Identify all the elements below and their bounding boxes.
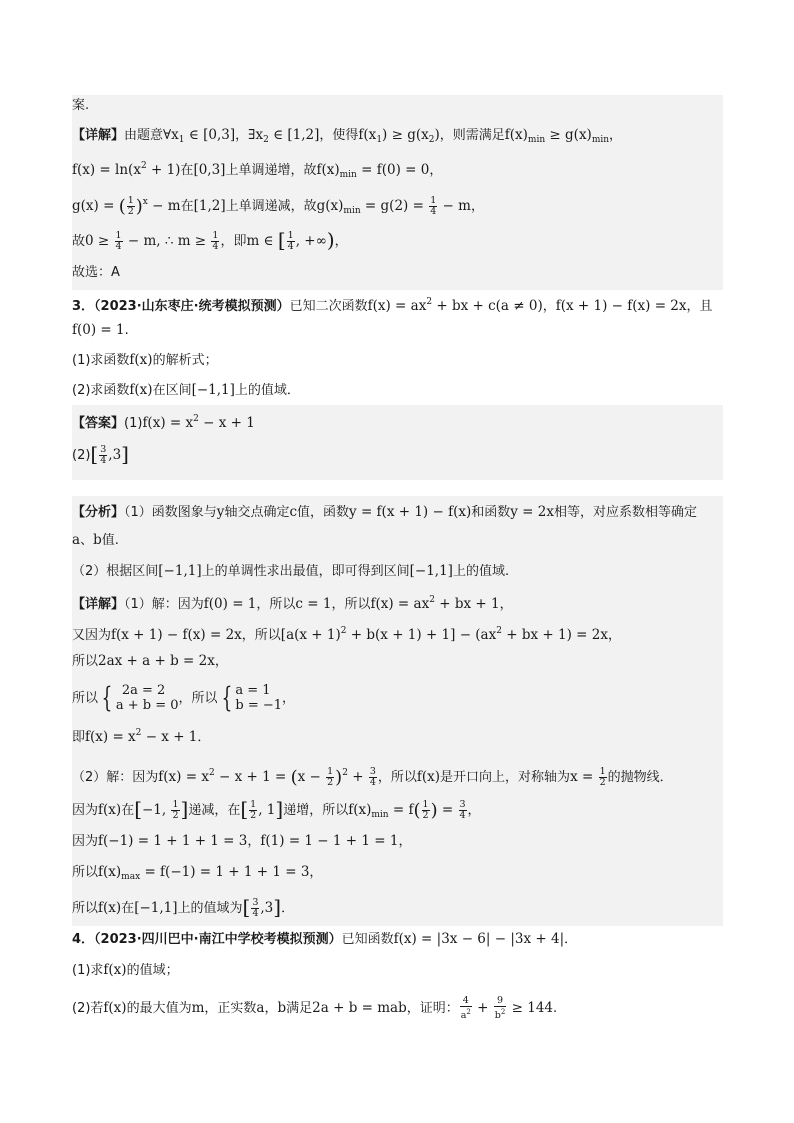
math-answer2: [ $\frac{3}{4}$ ,3]: [90, 442, 129, 466]
math-conc: 0 ≥ $\frac{1}{4}$ − m, ∴ m ≥ $\frac{1}{4}$: [85, 230, 219, 252]
text: ，所以: [241, 628, 281, 643]
math-expand: $[a(x + 1)^2 + b(x + 1) + 1] - (ax^2$ + bx + 1) = 2x: [280, 626, 608, 643]
text: 递减，在: [188, 803, 241, 818]
q3-detail3: [72, 651, 228, 672]
choose-text: 故选：A: [72, 265, 120, 280]
equation-row: a + b = 0: [115, 698, 179, 713]
math-min: $f(x)_{min} \ge g(x)_{min}$: [504, 127, 610, 145]
text: ．: [564, 932, 578, 947]
math-quad: $f(x) = ax^2$ + bx + c(a ≠ 0): [367, 297, 543, 314]
math-var: a: [72, 532, 81, 548]
q3-header-line: [72, 292, 713, 317]
text: ，: [214, 654, 228, 669]
text: 即: [72, 730, 86, 745]
text: ，使得: [319, 128, 359, 143]
text: (1)求函数: [72, 353, 130, 368]
text: 相等，对应系数相等确定: [553, 505, 697, 520]
math-var: m: [191, 1000, 205, 1016]
equation-row: b = −1: [235, 698, 283, 713]
math-expr: f(−1) = 1 + 1 + 1 = 3: [98, 833, 248, 849]
math-var: y: [216, 504, 225, 520]
q3-analysis2: [72, 561, 509, 582]
math-fmin: $f(x)_{min} = f$( $\frac{1}{2}$ ) = $\frac{3}{4}$: [348, 799, 466, 821]
math-expr: y = f(x + 1) − f(x): [349, 504, 472, 520]
text: 上单调递减，故: [225, 199, 317, 214]
q4-part1: [72, 960, 179, 981]
text: 因为: [72, 834, 99, 849]
math-interval-dec: [−1, $\frac{1}{2}$ ]: [134, 797, 189, 821]
math-interval: [0,3]: [193, 162, 226, 178]
text: 在: [121, 803, 135, 818]
text: 满足: [286, 1001, 313, 1016]
math-ineq: $f(x_1) \ge g(x_2)$: [358, 127, 440, 145]
detail-tag: 【详解】: [72, 128, 125, 143]
equation-row: 2a = 2: [121, 683, 166, 698]
math-vertex-form: $f(x) = x^2 - x + 1 = (x$ − $\frac{1}{2}$ )$^2$ + $\frac{3}{4}$: [158, 766, 376, 788]
text: 的解析式；: [152, 353, 218, 368]
text: 的最大值为: [126, 1001, 192, 1016]
math-abs: f(x) = |3x − 6| − |3x + 4|: [393, 931, 565, 947]
math-fx: f(x): [103, 962, 127, 978]
text: ，: [607, 628, 621, 643]
text: 是开口向上，对称轴为: [440, 770, 571, 785]
text: 在: [180, 163, 194, 178]
text: 因为: [72, 803, 99, 818]
q3-part2: [72, 380, 300, 401]
text: 在区间: [152, 383, 192, 398]
q3-e5: [72, 897, 294, 919]
q2-detail-line: [72, 125, 622, 150]
q3-answer1: [72, 409, 255, 434]
math-expr: 2a + b = mab: [312, 1000, 407, 1016]
text: 上单调递增，故: [225, 163, 317, 178]
text: 、: [80, 533, 94, 548]
text: （2）根据区间: [72, 564, 159, 579]
text: ，: [398, 834, 412, 849]
q2-g-line: [72, 192, 484, 221]
math-fx: f(x): [98, 802, 122, 818]
text: 在: [180, 199, 194, 214]
question-number: 4．: [72, 932, 95, 947]
math-result: $f(x) = x^2 - x + 1$: [85, 728, 198, 745]
text: 值，函数: [297, 505, 350, 520]
math-inequality: $\frac{4}{a^2}$ + $\frac{9}{b^2}$ ≥ 144: [460, 995, 554, 1021]
q3-detail5: [72, 723, 210, 748]
question-source: （2023·山东枣庄·统考模拟预测）: [94, 299, 290, 314]
math-answer1: $f(x) = x^2 - x + 1$: [142, 414, 255, 431]
text: ，: [609, 128, 623, 143]
text: ，: [247, 834, 261, 849]
text: 的抛物线．: [607, 770, 673, 785]
q2-f-line: [72, 156, 442, 185]
math-exists: $\exists x_2$ ∈ [1,2]: [248, 127, 320, 145]
math-fx: f(x): [416, 769, 441, 785]
text: 所以: [72, 901, 99, 916]
q2-tail-line: [72, 96, 89, 116]
text: ，正实数: [204, 1001, 257, 1016]
math-diff: f(x + 1) − f(x) = 2x: [555, 298, 687, 314]
text: ，则需满足: [439, 128, 505, 143]
text: 上的值域．: [234, 383, 300, 398]
math-interval: [−1,1]: [191, 382, 235, 398]
math-gmin: $g(x)_{min} = g(2)$ = $\frac{1}{4}$ − m: [316, 195, 471, 217]
text: 递增，所以: [283, 803, 349, 818]
text: ，: [470, 199, 484, 214]
answer-tag: 【答案】: [72, 416, 125, 431]
q3-e1: [72, 763, 673, 788]
q3-part1: [72, 350, 218, 371]
math-fx: f(x): [129, 382, 153, 398]
text: (2)求函数: [72, 383, 130, 398]
text: ，所以: [331, 597, 371, 612]
math-expr: f(0) = 1: [203, 596, 257, 612]
q2-conclusion-line: [72, 230, 348, 252]
math-range: [ $\frac{3}{4}$ ,3]: [242, 895, 282, 919]
text: ，: [264, 1001, 278, 1016]
text: 所以: [72, 654, 99, 669]
math-range: m ∈ [ $\frac{1}{4}$ , +∞): [246, 228, 335, 252]
equation-system: { 2a = 2 a + b = 0: [101, 681, 179, 714]
text: ，: [334, 234, 348, 249]
math-expr: y = 2x: [510, 504, 554, 520]
text: （1）解：因为: [124, 597, 204, 612]
text: ．: [281, 901, 295, 916]
math-fx-general: $f(x) = ax^2$ + bx + 1: [370, 595, 500, 612]
q2-tail: 案.: [72, 98, 90, 113]
q3-answer2: [72, 444, 129, 466]
q3-e4: [72, 862, 322, 887]
text: ，所以: [256, 597, 296, 612]
text: ，: [499, 597, 513, 612]
q2-choose-line: [72, 263, 120, 283]
math-expr: f(x + 1) − f(x) = 2x: [111, 627, 242, 643]
text: （1）函数图象与: [124, 505, 217, 520]
text: ，证明：: [406, 1001, 459, 1016]
text: ，: [235, 128, 249, 143]
math-g: g(x) = ( $\frac{1}{2}$ )$^x$ − m: [72, 195, 181, 217]
text: 值.: [101, 533, 119, 548]
text: ，: [429, 163, 443, 178]
text: （2）解：因为: [72, 770, 159, 785]
question-source: （2023·四川巴中·南江中学校考模拟预测）: [94, 932, 342, 947]
q3-detail2: [72, 621, 621, 646]
text: 上的值域为: [177, 901, 243, 916]
q4-header-line: [72, 929, 577, 950]
math-interval: [1,2]: [193, 198, 226, 214]
math-interval: [−1,1]: [158, 563, 202, 579]
text: ，: [467, 803, 481, 818]
text: 所以: [72, 865, 99, 880]
q3-analysis1: [72, 502, 697, 523]
q4-part2: [72, 996, 557, 1021]
question-number: 3．: [72, 299, 95, 314]
math-expr: c = 1: [295, 596, 332, 612]
math-expr: f(1) = 1 − 1 + 1 = 1: [260, 833, 399, 849]
math-fmin: $f(x)_{min} = f(0) = 0$: [316, 162, 430, 180]
text: 上的值域.: [452, 564, 510, 579]
math-var: a: [256, 1000, 265, 1016]
text: 又因为: [72, 628, 112, 643]
math-axis: x = $\frac{1}{2}$: [570, 766, 606, 788]
q3-e3: [72, 831, 411, 852]
math-expr: 2ax + a + b = 2x: [98, 653, 215, 669]
text: (2): [72, 448, 91, 463]
text: 已知函数: [341, 932, 394, 947]
text: ，: [282, 690, 296, 706]
math-f: $f(x) = \ln(x^2 + 1)$: [72, 161, 181, 178]
q3-detail1: [72, 590, 513, 615]
math-interval-inc: [ $\frac{1}{2}$ , 1]: [240, 797, 284, 821]
text: 由题意: [124, 128, 164, 143]
math-var: b: [277, 1000, 287, 1016]
text: ．: [197, 730, 211, 745]
analysis-tag: 【分析】: [72, 505, 125, 520]
text: 在: [121, 901, 135, 916]
text: (1): [124, 416, 143, 431]
equation-row: a = 1: [235, 683, 271, 698]
text: ，即: [220, 234, 247, 249]
text: (1)求: [72, 963, 104, 978]
detail-tag: 【详解】: [72, 597, 125, 612]
math-fmax: $f(x)_{max} = f(-1) = 1 + 1 + 1 = 3$: [98, 864, 310, 882]
math-interval: [−1,1]: [134, 900, 178, 916]
text: 轴交点确定: [224, 505, 290, 520]
text: (2)若: [72, 1001, 104, 1016]
text: ，所以: [178, 690, 218, 706]
math-interval: [−1,1]: [409, 563, 453, 579]
text: .: [553, 1001, 558, 1016]
q3-detail4: [72, 683, 295, 714]
math-forall: $\forall x_1$ ∈ [0,3]: [163, 127, 236, 145]
text: 和函数: [471, 505, 511, 520]
math-fx: f(x): [103, 1000, 127, 1016]
text: ，: [542, 299, 556, 314]
text: 的值域；: [126, 963, 179, 978]
text: 故: [72, 234, 86, 249]
math-f0: f(0) = 1: [72, 322, 125, 338]
math-fx: f(x): [129, 352, 153, 368]
text: ，: [309, 865, 323, 880]
math-var: c: [289, 504, 298, 520]
text: ，且: [686, 299, 713, 314]
text: ，所以: [377, 770, 417, 785]
text: 上的单调性求出最值，即可得到区间: [201, 564, 410, 579]
text: .: [124, 323, 129, 338]
math-fx: f(x): [98, 900, 122, 916]
equation-system: { a = 1 b = −1: [221, 681, 283, 714]
math-var: b: [93, 532, 102, 548]
text: 已知二次函数: [289, 299, 368, 314]
text: 所以: [72, 690, 99, 706]
q3-header-line2: [72, 320, 129, 341]
q3-analysis1-cont: [72, 530, 119, 551]
q3-e2: [72, 799, 481, 825]
